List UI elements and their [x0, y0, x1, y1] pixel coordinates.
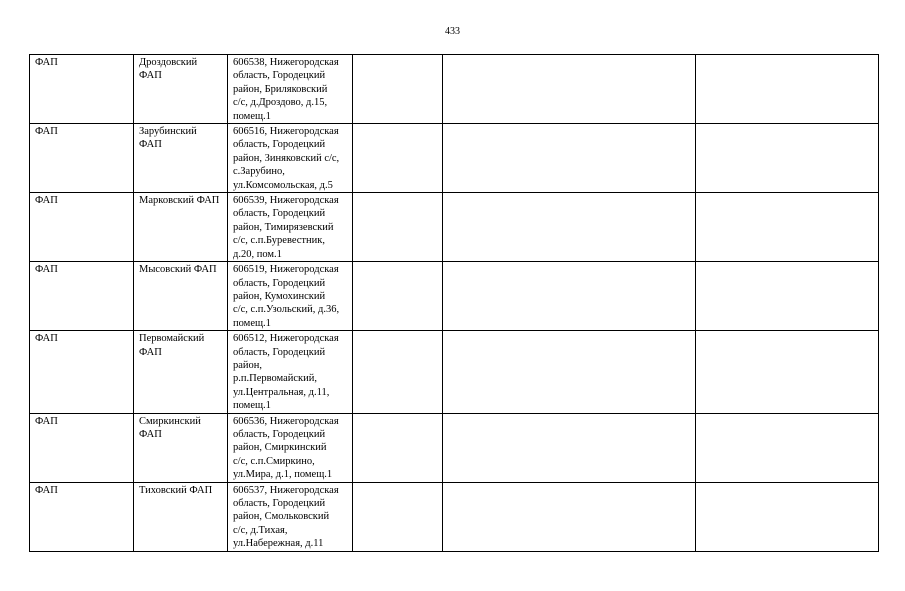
empty-cell — [696, 482, 879, 551]
facility-address-cell — [228, 193, 353, 262]
address-line: район, Тимирязевский — [233, 221, 334, 233]
address-line: с/с, д.Тихая, — [233, 524, 288, 536]
facilities-table — [29, 54, 879, 552]
address-line: с.Зарубино, — [233, 166, 285, 178]
facility-address-cell — [228, 55, 353, 124]
page-number: 433 — [445, 26, 460, 37]
empty-cell — [443, 55, 696, 124]
empty-cell — [353, 331, 443, 413]
empty-cell — [696, 331, 879, 413]
facility-type-cell: ФАП — [30, 413, 134, 482]
empty-cell — [443, 331, 696, 413]
table-row — [30, 482, 879, 551]
address-line: район, Смиркинский — [233, 442, 327, 454]
address-line: ул.Набережная, д.11 — [233, 538, 324, 550]
address-line: область, Городецкий — [233, 346, 326, 358]
facility-type-cell: ФАП — [30, 124, 134, 193]
address-line: 606537, Нижегородская — [233, 484, 339, 496]
address-line: район, Смольковский — [233, 511, 330, 523]
address-line: ул.Центральная, д.11, — [233, 386, 330, 398]
facility-address-cell — [228, 124, 353, 193]
empty-cell — [443, 124, 696, 193]
address-line: 606519, Нижегородская — [233, 264, 339, 276]
table-row — [30, 262, 879, 331]
facilities-table-body — [30, 55, 879, 552]
address-line: с/с, с.п.Смиркино, — [233, 455, 315, 467]
address-line: с/с, с.п.Буревестник, — [233, 235, 325, 247]
address-line: 606516, Нижегородская — [233, 126, 339, 138]
facility-address-cell — [228, 413, 353, 482]
address-line: с/с, с.п.Узольский, д.36, — [233, 304, 340, 316]
address-line: помещ.1 — [233, 110, 271, 122]
facility-name-cell: Мысовский ФАП — [134, 262, 228, 331]
address-line: помещ.1 — [233, 400, 271, 412]
facility-name-cell: Первомайский ФАП — [134, 331, 228, 413]
address-line: область, Городецкий — [233, 428, 326, 440]
address-line: 606539, Нижегородская — [233, 195, 339, 207]
empty-cell — [696, 55, 879, 124]
empty-cell — [443, 413, 696, 482]
empty-cell — [353, 124, 443, 193]
empty-cell — [353, 413, 443, 482]
empty-cell — [353, 482, 443, 551]
table-row — [30, 124, 879, 193]
facility-type-cell: ФАП — [30, 262, 134, 331]
facility-type-cell: ФАП — [30, 482, 134, 551]
address-line: район, Кумохинский — [233, 290, 326, 302]
address-line: область, Городецкий — [233, 70, 326, 82]
facility-address-cell — [228, 482, 353, 551]
empty-cell — [353, 193, 443, 262]
facility-type-cell: ФАП — [30, 55, 134, 124]
table-row — [30, 193, 879, 262]
facility-name-cell: Дроздовский ФАП — [134, 55, 228, 124]
address-line: область, Городецкий — [233, 139, 326, 151]
empty-cell — [696, 193, 879, 262]
address-line: область, Городецкий — [233, 208, 326, 220]
facility-name-cell: Тиховский ФАП — [134, 482, 228, 551]
address-line: район, Бриляковский — [233, 83, 328, 95]
empty-cell — [443, 262, 696, 331]
facility-address-cell — [228, 262, 353, 331]
empty-cell — [353, 55, 443, 124]
address-line: 606538, Нижегородская — [233, 57, 339, 68]
facility-name-cell: Смиркинский ФАП — [134, 413, 228, 482]
empty-cell — [696, 124, 879, 193]
address-line: д.20, пом.1 — [233, 248, 282, 260]
address-line: ул.Мира, д.1, помещ.1 — [233, 469, 333, 481]
address-line: помещ.1 — [233, 317, 271, 329]
address-line: район, — [233, 359, 263, 371]
address-line: ул.Комсомольская, д.5 — [233, 179, 333, 191]
address-line: р.п.Первомайский, — [233, 373, 318, 385]
empty-cell — [443, 193, 696, 262]
address-line: область, Городецкий — [233, 498, 326, 509]
address-line: 606536, Нижегородская — [233, 415, 339, 427]
facility-type-cell: ФАП — [30, 331, 134, 413]
table-row — [30, 413, 879, 482]
table-row — [30, 331, 879, 413]
empty-cell — [443, 482, 696, 551]
facility-address-cell — [228, 331, 353, 413]
address-line: район, Зиняковский с/с, — [233, 152, 340, 164]
empty-cell — [696, 413, 879, 482]
address-line: 606512, Нижегородская — [233, 333, 339, 345]
table-row — [30, 55, 879, 124]
facility-name-cell: Зарубинский ФАП — [134, 124, 228, 193]
empty-cell — [696, 262, 879, 331]
facility-name-cell: Марковский ФАП — [134, 193, 228, 262]
facility-type-cell: ФАП — [30, 193, 134, 262]
empty-cell — [353, 262, 443, 331]
address-line: область, Городецкий — [233, 277, 326, 289]
address-line: с/с, д.Дроздово, д.15, — [233, 97, 328, 109]
